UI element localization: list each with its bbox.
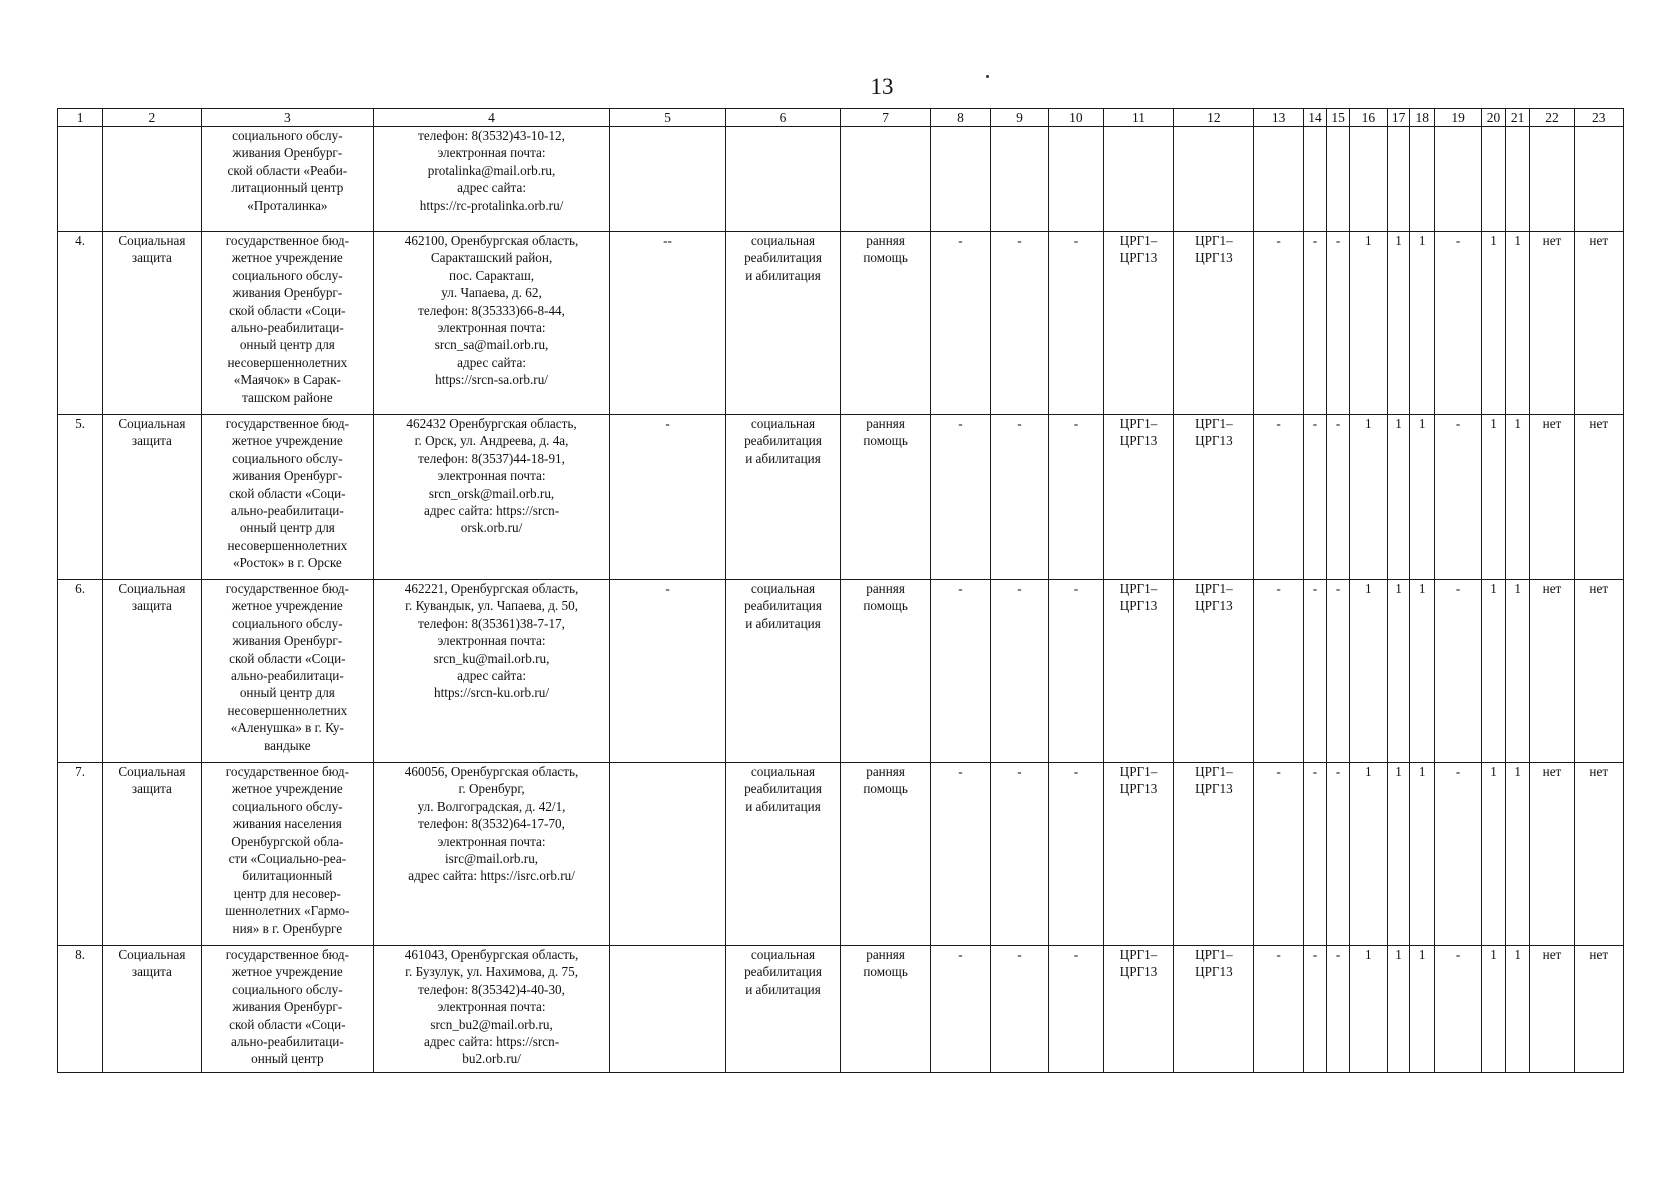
continuation-row [58, 127, 1624, 232]
col-header: 11 [1103, 109, 1174, 127]
cell-16: 1 [1349, 232, 1387, 415]
col-header: 13 [1254, 109, 1303, 127]
cell-16: 1 [1349, 946, 1387, 1073]
institution-name-cell: социального обслу- живания Оренбург- ской области «Реаби- литационный центр «Проталинка» [201, 127, 373, 232]
institution-name-cell: государственное бюд- жетное учреждение социального обслу- живания Оренбург- ской области «Соци- ально-реабилитаци- онный центр для несовершеннолетних «Маячок» в Сарак- ташском районе [201, 232, 373, 415]
cell-6: социальная реабилитация и абилитация [726, 415, 841, 580]
cell-17: 1 [1387, 580, 1410, 763]
col-header: 6 [726, 109, 841, 127]
cell-8: - [931, 415, 991, 580]
cell-7: ранняя помощь [840, 415, 930, 580]
cell-14: - [1303, 946, 1327, 1073]
cell-17: 1 [1387, 763, 1410, 946]
cell-23: нет [1574, 763, 1623, 946]
cell-11: ЦРГ1– ЦРГ13 [1103, 946, 1174, 1073]
cell-18: 1 [1410, 763, 1435, 946]
col-header: 10 [1049, 109, 1103, 127]
table-row [58, 415, 1624, 580]
cell-23: нет [1574, 232, 1623, 415]
cell-13: - [1254, 415, 1303, 580]
table-row [58, 580, 1624, 763]
cell-6: социальная реабилитация и абилитация [726, 763, 841, 946]
cell-12: ЦРГ1– ЦРГ13 [1174, 763, 1254, 946]
cell-13: - [1254, 580, 1303, 763]
col-header: 16 [1349, 109, 1387, 127]
cell-9: - [990, 946, 1048, 1073]
cell-6: социальная реабилитация и абилитация [726, 580, 841, 763]
cell-9: - [990, 763, 1048, 946]
cell-9: - [990, 415, 1048, 580]
cell-21: 1 [1505, 232, 1530, 415]
cell-13: - [1254, 232, 1303, 415]
sphere-cell: Социальная защита [103, 232, 202, 415]
contact-cell: 462100, Оренбургская область, Саракташский район, пос. Саракташ, ул. Чапаева, д. 62, телефон: 8(35333)66-8-44, электронная почта: srcn_sa@mail.orb.ru, адрес сайта: https://srcn-sa.orb.ru/ [374, 232, 610, 415]
cell-13: - [1254, 763, 1303, 946]
cell-17: 1 [1387, 415, 1410, 580]
cell-15: - [1327, 232, 1350, 415]
cell-22: нет [1530, 415, 1574, 580]
cell-11: ЦРГ1– ЦРГ13 [1103, 232, 1174, 415]
contact-cell: телефон: 8(3532)43-10-12, электронная почта: protalinka@mail.orb.ru, адрес сайта: https://rc-protalinka.orb.ru/ [374, 127, 610, 232]
cell-10: - [1049, 415, 1103, 580]
col-header: 20 [1482, 109, 1506, 127]
cell-9: - [990, 580, 1048, 763]
cell-16: 1 [1349, 763, 1387, 946]
col-header: 18 [1410, 109, 1435, 127]
cell-12: ЦРГ1– ЦРГ13 [1174, 946, 1254, 1073]
cell-12: ЦРГ1– ЦРГ13 [1174, 580, 1254, 763]
cell-22: нет [1530, 946, 1574, 1073]
cell-20: 1 [1482, 946, 1506, 1073]
cell-5 [610, 946, 726, 1073]
col-header: 23 [1574, 109, 1623, 127]
cell-8: - [931, 232, 991, 415]
cell-10: - [1049, 763, 1103, 946]
sphere-cell: Социальная защита [103, 946, 202, 1073]
col-header: 9 [990, 109, 1048, 127]
institution-name-cell: государственное бюд- жетное учреждение социального обслу- живания Оренбург- ской области «Соци- ально-реабилитаци- онный центр [201, 946, 373, 1073]
table-row [58, 763, 1624, 946]
institution-name-cell: государственное бюд- жетное учреждение социального обслу- живания населения Оренбургской обла- сти «Социально-реа- билитационный центр для несовер- шеннолетних «Гармо- ния» в г. Оренбурге [201, 763, 373, 946]
cell-7: ранняя помощь [840, 763, 930, 946]
contact-cell: 460056, Оренбургская область, г. Оренбург, ул. Волгоградская, д. 42/1, телефон: 8(3532)64-17-70, электронная почта: isrc@mail.orb.ru, адрес сайта: https://isrc.orb.ru/ [374, 763, 610, 946]
cell-19: - [1435, 415, 1482, 580]
row-number: 4. [58, 232, 103, 415]
row-number: 8. [58, 946, 103, 1073]
scan-dot [986, 75, 989, 78]
cell-19: - [1435, 946, 1482, 1073]
cell-5 [610, 763, 726, 946]
cell-10: - [1049, 580, 1103, 763]
cell-10: - [1049, 946, 1103, 1073]
cell-21: 1 [1505, 946, 1530, 1073]
cell-20: 1 [1482, 580, 1506, 763]
row-number: 5. [58, 415, 103, 580]
cell-22: нет [1530, 580, 1574, 763]
cell-12: ЦРГ1– ЦРГ13 [1174, 232, 1254, 415]
cell-23: нет [1574, 946, 1623, 1073]
row-number: 6. [58, 580, 103, 763]
col-header: 17 [1387, 109, 1410, 127]
col-header: 1 [58, 109, 103, 127]
cell-20: 1 [1482, 763, 1506, 946]
col-header: 21 [1505, 109, 1530, 127]
col-header: 19 [1435, 109, 1482, 127]
col-header: 22 [1530, 109, 1574, 127]
col-header: 12 [1174, 109, 1254, 127]
cell-20: 1 [1482, 415, 1506, 580]
cell-20: 1 [1482, 232, 1506, 415]
cell-18: 1 [1410, 946, 1435, 1073]
table-row [58, 946, 1624, 1073]
cell-18: 1 [1410, 580, 1435, 763]
cell-21: 1 [1505, 763, 1530, 946]
sphere-cell: Социальная защита [103, 763, 202, 946]
institution-name-cell: государственное бюд- жетное учреждение социального обслу- живания Оренбург- ской области «Соци- ально-реабилитаци- онный центр для несовершеннолетних «Аленушка» в г. Ку- вандыке [201, 580, 373, 763]
cell-13: - [1254, 946, 1303, 1073]
cell-21: 1 [1505, 580, 1530, 763]
cell-9: - [990, 232, 1048, 415]
cell-23: нет [1574, 580, 1623, 763]
contact-cell: 462432 Оренбургская область, г. Орск, ул. Андреева, д. 4а, телефон: 8(3537)44-18-91, электронная почта: srcn_orsk@mail.orb.ru, адрес сайта: https://srcn- orsk.orb.ru/ [374, 415, 610, 580]
cell-15: - [1327, 946, 1350, 1073]
table-row [58, 232, 1624, 415]
contact-cell: 462221, Оренбургская область, г. Кувандык, ул. Чапаева, д. 50, телефон: 8(35361)38-7-17, электронная почта: srcn_ku@mail.orb.ru, адрес сайта: https://srcn-ku.orb.ru/ [374, 580, 610, 763]
cell-18: 1 [1410, 415, 1435, 580]
cell-17: 1 [1387, 232, 1410, 415]
col-header: 4 [374, 109, 610, 127]
cell-14: - [1303, 763, 1327, 946]
col-header: 3 [201, 109, 373, 127]
cell-16: 1 [1349, 415, 1387, 580]
cell-18: 1 [1410, 232, 1435, 415]
cell-19: - [1435, 232, 1482, 415]
column-numbers-row [58, 109, 1624, 127]
cell-17: 1 [1387, 946, 1410, 1073]
cell-19: - [1435, 580, 1482, 763]
cell-5: - [610, 415, 726, 580]
cell-15: - [1327, 415, 1350, 580]
cell-5: -- [610, 232, 726, 415]
cell-19: - [1435, 763, 1482, 946]
cell-22: нет [1530, 232, 1574, 415]
col-header: 2 [103, 109, 202, 127]
cell-11: ЦРГ1– ЦРГ13 [1103, 580, 1174, 763]
cell-11: ЦРГ1– ЦРГ13 [1103, 415, 1174, 580]
page-number: 13 [870, 74, 894, 99]
sphere-cell: Социальная защита [103, 580, 202, 763]
registry-table [57, 108, 1624, 1073]
cell-22: нет [1530, 763, 1574, 946]
cell-11: ЦРГ1– ЦРГ13 [1103, 763, 1174, 946]
cell-7: ранняя помощь [840, 232, 930, 415]
cell-5: - [610, 580, 726, 763]
cell-16: 1 [1349, 580, 1387, 763]
col-header: 15 [1327, 109, 1350, 127]
cell-6: социальная реабилитация и абилитация [726, 232, 841, 415]
row-number: 7. [58, 763, 103, 946]
cell-23: нет [1574, 415, 1623, 580]
cell-6: социальная реабилитация и абилитация [726, 946, 841, 1073]
cell-12: ЦРГ1– ЦРГ13 [1174, 415, 1254, 580]
institution-name-cell: государственное бюд- жетное учреждение социального обслу- живания Оренбург- ской области «Соци- ально-реабилитаци- онный центр для несовершеннолетних «Росток» в г. Орске [201, 415, 373, 580]
col-header: 8 [931, 109, 991, 127]
cell-8: - [931, 763, 991, 946]
col-header: 14 [1303, 109, 1327, 127]
cell-14: - [1303, 415, 1327, 580]
cell-7: ранняя помощь [840, 580, 930, 763]
cell-14: - [1303, 580, 1327, 763]
cell-15: - [1327, 580, 1350, 763]
cell-7: ранняя помощь [840, 946, 930, 1073]
contact-cell: 461043, Оренбургская область, г. Бузулук, ул. Нахимова, д. 75, телефон: 8(35342)4-40-30, электронная почта: srcn_bu2@mail.orb.ru, адрес сайта: https://srcn- bu2.orb.ru/ [374, 946, 610, 1073]
cell-8: - [931, 946, 991, 1073]
cell-21: 1 [1505, 415, 1530, 580]
sphere-cell: Социальная защита [103, 415, 202, 580]
col-header: 7 [840, 109, 930, 127]
cell-8: - [931, 580, 991, 763]
col-header: 5 [610, 109, 726, 127]
cell-10: - [1049, 232, 1103, 415]
cell-15: - [1327, 763, 1350, 946]
cell-14: - [1303, 232, 1327, 415]
